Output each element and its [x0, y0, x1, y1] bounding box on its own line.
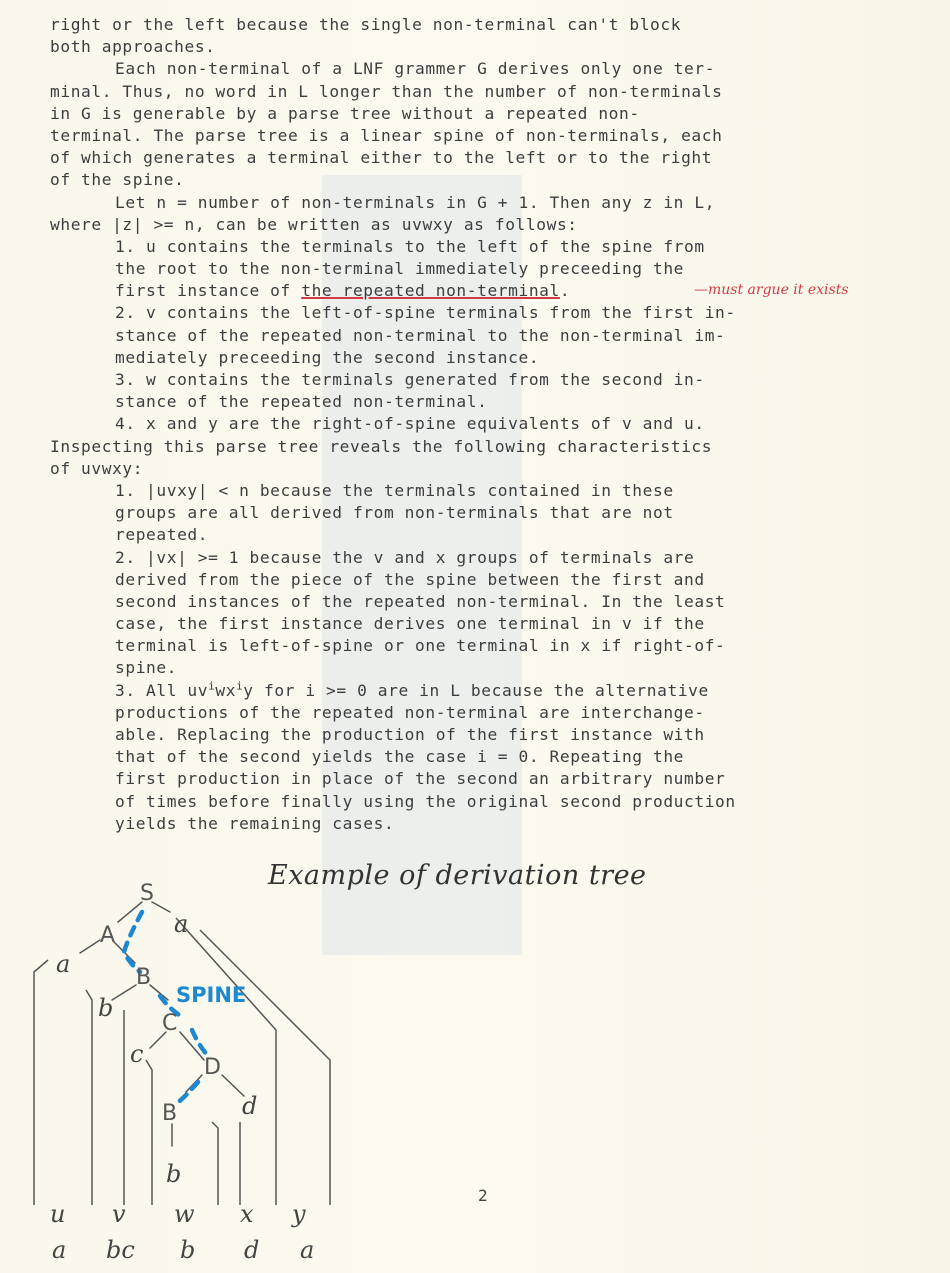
- edge: [222, 1075, 244, 1096]
- group-label-v: v: [112, 1200, 126, 1228]
- edge: [80, 940, 100, 953]
- text-line: [50, 680, 922, 702]
- group-value-u: a: [52, 1236, 67, 1264]
- text-line: mediately preceeding the second instance.: [115, 347, 540, 367]
- group-label-x: x: [240, 1200, 254, 1228]
- group-value-y: a: [300, 1236, 315, 1264]
- text-line: repeated.: [115, 525, 209, 545]
- node-b: b: [166, 1160, 182, 1188]
- group-value-v: bc: [106, 1236, 135, 1264]
- edge: [112, 985, 136, 1000]
- edge: [152, 902, 170, 912]
- group-value-x: d: [244, 1236, 260, 1264]
- text-line: case, the first instance derives one terminal in v if the: [115, 614, 705, 634]
- node-d: d: [242, 1092, 258, 1120]
- text-fragment: 3. All uv: [115, 680, 209, 700]
- group-label-w: w: [174, 1200, 195, 1228]
- text-line: 1. |uvxy| < n because the terminals contained in these: [115, 480, 674, 500]
- text-line: derived from the piece of the spine between the first and: [115, 569, 705, 589]
- text-line: first production in place of the second an arbitrary number: [115, 769, 726, 789]
- text-line: in G is generable by a parse tree without a repeated non-: [50, 103, 640, 123]
- bracket-y-inner: [176, 918, 276, 1205]
- derivation-tree-figure: [0, 860, 400, 1270]
- superscript: i: [208, 679, 216, 693]
- text-line: right or the left because the single non-terminal can't block: [50, 15, 682, 34]
- text-line: terminal is left-of-spine or one terminal in x if right-of-: [115, 636, 726, 656]
- text-fragment: y for i >= 0 are in L because the alternative: [243, 680, 709, 700]
- text-line: of uvwxy:: [50, 458, 144, 478]
- node-c-upper: C: [162, 1011, 178, 1036]
- text-line: second instances of the repeated non-terminal. In the least: [115, 591, 726, 611]
- text-line: spine.: [115, 658, 178, 678]
- spine-label: SPINE: [176, 983, 247, 1007]
- node-d-upper: D: [204, 1055, 221, 1080]
- text-line: of times before finally using the original second production: [115, 791, 736, 811]
- text-line: of the spine.: [50, 170, 185, 190]
- node-a: a: [174, 910, 189, 938]
- text-line: where |z| >= n, can be written as uvwxy as follows:: [50, 214, 578, 234]
- bracket-v-left: [86, 990, 92, 1205]
- text-line: stance of the repeated non-terminal to the non-terminal im-: [115, 325, 726, 345]
- text-line: that of the second yields the case i = 0. Repeating the: [115, 747, 685, 767]
- typed-text-body: [50, 14, 922, 835]
- handwritten-annotation: —must argue it exists: [694, 282, 849, 298]
- node-b: B: [136, 965, 152, 990]
- text-line: 1. u contains the terminals to the left of the spine from: [115, 236, 705, 256]
- bracket-u: [34, 960, 48, 1205]
- text-line: 3. w contains the terminals generated from the second in-: [115, 370, 705, 389]
- text-line: Inspecting this parse tree reveals the following characteristics: [50, 436, 713, 456]
- text-line: yields the remaining cases.: [115, 813, 395, 833]
- group-brackets: [34, 918, 330, 1205]
- text-line: stance of the repeated non-terminal.: [115, 392, 488, 412]
- figure-title: Example of derivation tree: [268, 860, 647, 891]
- text-fragment: wx: [215, 680, 237, 700]
- group-label-u: u: [50, 1200, 66, 1228]
- group-value-w: b: [180, 1236, 196, 1264]
- superscript: i: [236, 679, 244, 693]
- node-b-upper: B: [162, 1101, 178, 1126]
- node-a-upper: A: [100, 923, 116, 948]
- text-line: productions of the repeated non-terminal are interchange-: [115, 702, 705, 722]
- text-line: Let n = number of non-terminals in G + 1. Then any z in L,: [115, 192, 716, 212]
- text-fragment: .: [559, 281, 571, 301]
- node-a: a: [56, 950, 71, 978]
- text-line: 2. v contains the left-of-spine terminals from the first in-: [115, 303, 736, 323]
- node-c: c: [130, 1040, 144, 1068]
- text-line: 2. |vx| >= 1 because the v and x groups of terminals are: [115, 547, 695, 567]
- text-line: minal. Thus, no word in L longer than the number of non-terminals: [50, 81, 723, 101]
- text-line: terminal. The parse tree is a linear spine of non-terminals, each: [50, 125, 723, 145]
- text-line: both approaches.: [50, 37, 216, 57]
- text-line: of which generates a terminal either to the left or to the right: [50, 148, 713, 168]
- group-label-y: y: [292, 1200, 306, 1228]
- text-line: groups are all derived from non-terminals that are not: [115, 503, 674, 523]
- node-b: b: [98, 994, 114, 1022]
- text-line: the root to the non-terminal immediately preceeding the: [115, 259, 685, 279]
- page-number: 2: [478, 1186, 488, 1205]
- bracket-x-left: [212, 1122, 218, 1205]
- bracket-w-left: [146, 1060, 152, 1205]
- text-line: able. Replacing the production of the first instance with: [115, 725, 705, 744]
- text-fragment: first instance of: [115, 281, 302, 301]
- text-line: Each non-terminal of a LNF grammer G derives only one ter-: [115, 59, 716, 79]
- node-s: S: [140, 881, 154, 906]
- underlined-phrase: the repeated non-terminal: [301, 281, 560, 301]
- text-line: 4. x and y are the right-of-spine equivalents of v and u.: [115, 414, 705, 434]
